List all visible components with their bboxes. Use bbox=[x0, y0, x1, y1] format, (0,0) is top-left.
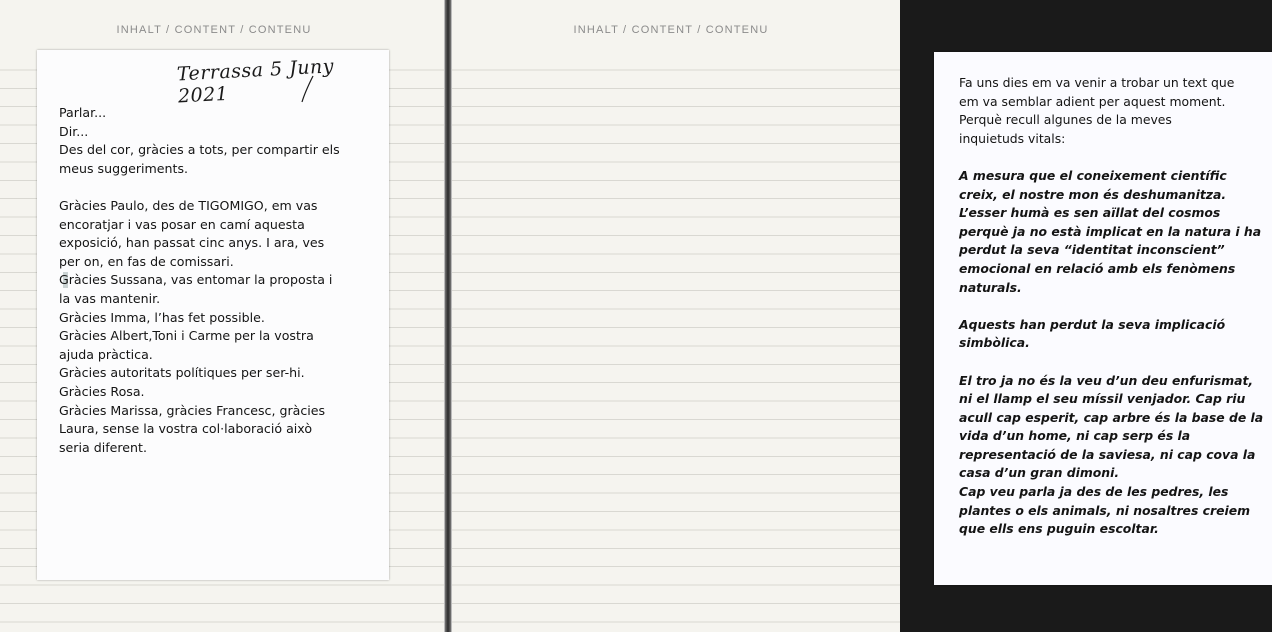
left-pasted-paper bbox=[37, 50, 389, 580]
blank-line bbox=[59, 178, 379, 197]
text-line: encoratjar i vas posar en camí aquesta bbox=[59, 216, 305, 232]
text-line: Laura, sense la vostra col·laboració això bbox=[59, 421, 313, 437]
text-line: Gràcies autoritats polítiques per ser-hi. bbox=[59, 365, 305, 381]
text-line: representació de la saviesa, ni cap cova la bbox=[959, 446, 1256, 462]
text-line: plantes o els animals, ni nosaltres creiem bbox=[959, 502, 1251, 518]
text-line: simbòlica. bbox=[959, 335, 1030, 351]
text-line: A mesura que el coneixement científic bbox=[959, 167, 1227, 183]
text-line: em va semblar adient per aquest moment. bbox=[959, 93, 1226, 109]
text-line: Des del cor, gràcies a tots, per compartir els bbox=[59, 142, 340, 158]
text-line: Perquè recull algunes de la meves bbox=[959, 112, 1172, 128]
blank-line bbox=[959, 353, 1269, 372]
text-line: Gràcies Paulo, des de TIGOMIGO, em vas bbox=[59, 197, 318, 213]
right-pasted-paper bbox=[934, 52, 1272, 585]
text-line: casa d’un gran dimoni. bbox=[959, 465, 1120, 481]
blank-line bbox=[959, 148, 1269, 167]
text-line: perquè ja no està implicat en la natura i ha bbox=[959, 223, 1262, 239]
left-page-header: INHALT / CONTENT / CONTENU bbox=[116, 24, 312, 36]
text-line: vida d’un home, ni cap serp és la bbox=[959, 428, 1191, 444]
text-line: emocional en relació amb els fenòmens bbox=[959, 260, 1236, 276]
text-line: L’esser humà es sen aïllat del cosmos bbox=[959, 205, 1221, 221]
text-line: ni el llamp el seu míssil venjador. Cap riu bbox=[959, 391, 1246, 407]
text-line: creix, el nostre mon és deshumanitza. bbox=[959, 186, 1227, 202]
text-line: perdut la seva “identitat inconscient” bbox=[959, 242, 1225, 258]
text-line: Gràcies Sussana, vas entomar la proposta i bbox=[59, 272, 333, 288]
left-notebook-page bbox=[0, 0, 445, 632]
text-line: meus suggeriments. bbox=[59, 160, 189, 176]
blank-line bbox=[959, 297, 1269, 316]
text-line: Gràcies Albert,Toni i Carme per la vostra bbox=[59, 328, 314, 344]
text-line: Gràcies Marissa, gràcies Francesc, gràcies bbox=[59, 402, 326, 418]
text-line: Gràcies Rosa. bbox=[59, 383, 145, 399]
text-line: Dir... bbox=[59, 123, 89, 139]
text-line: seria diferent. bbox=[59, 439, 147, 455]
text-line: Parlar... bbox=[59, 105, 107, 120]
right-notebook-page bbox=[451, 0, 1264, 632]
text-line: Fa uns dies em va venir a trobar un text que bbox=[959, 75, 1235, 90]
text-line: Cap veu parla ja des de les pedres, les bbox=[959, 484, 1229, 500]
handwritten-place-date: Terrassa 5 Juny 2021 bbox=[176, 55, 335, 108]
text-line: Aquests han perdut la seva implicació bbox=[959, 316, 1226, 332]
right-page-header: INHALT / CONTENT / CONTENU bbox=[573, 24, 769, 36]
text-line: exposició, han passat cinc anys. I ara, ves bbox=[59, 235, 325, 251]
text-line: inquietuds vitals: bbox=[959, 130, 1066, 146]
text-line: ajuda pràctica. bbox=[59, 346, 153, 362]
text-line: acull cap esperit, cap arbre és la base de la bbox=[959, 409, 1264, 425]
right-letter-text bbox=[959, 74, 1269, 539]
text-line: que ells ens puguin escoltar. bbox=[959, 521, 1159, 537]
text-line: El tro ja no és la veu d’un deu enfurismat, bbox=[959, 372, 1254, 388]
left-letter-text bbox=[59, 104, 379, 457]
text-line: per on, en fas de comissari. bbox=[59, 253, 234, 269]
text-line: Gràcies Imma, l’has fet possible. bbox=[59, 309, 265, 325]
handwritten-flourish bbox=[299, 74, 319, 104]
text-line: la vas mantenir. bbox=[59, 290, 161, 306]
text-line: naturals. bbox=[959, 279, 1022, 295]
